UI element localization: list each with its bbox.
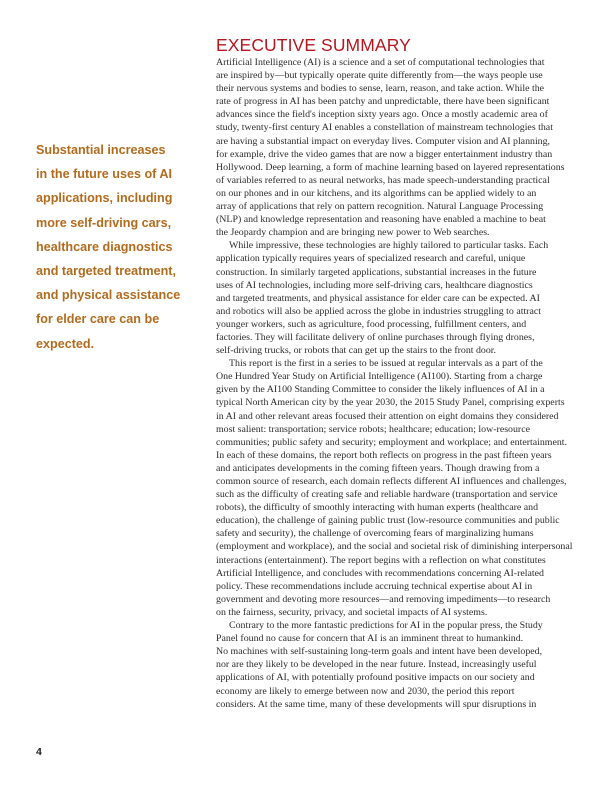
body-line: self-driving trucks, or robots that can get up the stairs to the front door. xyxy=(216,345,497,357)
pull-quote-line: more self-driving cars, xyxy=(36,215,172,230)
pull-quote-line: expected. xyxy=(36,336,95,351)
body-line: nor are they likely to be developed in the near future. Instead, increasingly useful xyxy=(216,659,537,671)
pull-quote-line: applications, including xyxy=(36,191,173,206)
body-line: their nervous systems and bodies to sense, learn, reason, and take action. While the xyxy=(216,83,545,95)
body-line: safety and security), the challenge of overcoming fears of marginalizing humans xyxy=(216,528,534,540)
body-line: robots), the difficulty of smoothly interacting with human experts (healthcare and xyxy=(216,502,539,514)
body-line: most salient: transportation; service robots; healthcare; education; low-resource xyxy=(216,423,530,435)
body-line: and anticipates developments in the coming fifteen years. Though drawing from a xyxy=(216,462,540,474)
pull-quote-line: and targeted treatment, xyxy=(36,264,176,279)
body-line: younger workers, such as agriculture, food processing, fulfillment centers, and xyxy=(216,318,527,330)
body-line: Panel found no cause for concern that AI is an imminent threat to humankind. xyxy=(216,633,524,645)
body-line: communities; public safety and security; employment and workplace; and entertainment. xyxy=(216,436,568,448)
body-line: array of applications that rely on pattern recognition. Natural Language Processing xyxy=(216,201,544,213)
body-line: such as the difficulty of creating safe and reliable hardware (transportation and service xyxy=(216,489,558,501)
body-line: application typically requires years of specialized research and careful, unique xyxy=(216,253,526,265)
body-line: interactions (entertainment). The report begins with a reflection on what constitutes xyxy=(216,554,546,566)
body-line: While impressive, these technologies are highly tailored to particular tasks. Each xyxy=(229,240,549,252)
pull-quote-line: in the future uses of AI xyxy=(36,167,172,182)
body-line: are inspired by—but typically operate quite differently from—the ways people use xyxy=(216,70,543,82)
body-line: policy. These recommendations include accruing technical expertise about AI in xyxy=(216,580,533,592)
body-text xyxy=(216,56,576,711)
body-line: the Jeopardy champion and are bringing new power to Web searches. xyxy=(216,227,490,239)
body-line: Artificial Intelligence (AI) is a science and a set of computational technologies that xyxy=(216,57,545,68)
body-line: (NLP) and knowledge representation and reasoning have enabled a machine to beat xyxy=(216,214,546,226)
pull-quote-line: healthcare diagnostics xyxy=(36,239,173,254)
body-line: applications of AI, with potentially profound positive impacts on our society and xyxy=(216,672,535,684)
body-line: Artificial Intelligence, and concludes with recommendations concerning AI-related xyxy=(216,567,544,579)
page-number: 4 xyxy=(36,746,42,758)
body-line: One Hundred Year Study on Artificial Intelligence (AI100). Starting from a charge xyxy=(216,371,543,383)
body-line: Hollywood. Deep learning, a form of machine learning based on layered representations xyxy=(216,161,565,173)
body-line: construction. In similarly targeted applications, substantial increases in the future xyxy=(216,266,537,278)
body-line: of variables referred to as neural networks, has made speech-understanding practical xyxy=(216,174,550,186)
body-line: economy are likely to emerge between now and 2030, the period this report xyxy=(216,685,515,697)
body-line: for example, drive the video games that are now a bigger entertainment industry than xyxy=(216,148,553,160)
pull-quote-line: Substantial increases xyxy=(36,143,166,157)
body-line: common source of research, each domain reflects different AI influences and challenges, xyxy=(216,476,567,487)
body-line: and robotics will also be applied across the globe in industries struggling to attract xyxy=(216,305,541,317)
body-line: This report is the first in a series to be issued at regular intervals as a part of the xyxy=(229,358,543,370)
body-line: rate of progress in AI has been patchy and unpredictable, there have been significant xyxy=(216,96,550,108)
body-line: given by the AI100 Standing Committee to consider the likely influences of AI in a xyxy=(216,384,545,396)
body-line: In each of these domains, the report both reflects on progress in the past fifteen years xyxy=(216,449,552,461)
body-line: education), the challenge of gaining public trust (low-resource communities and public xyxy=(216,515,560,527)
body-line: on the fairness, security, privacy, and societal impacts of AI systems. xyxy=(216,606,488,618)
pull-quote-line: for elder care can be xyxy=(36,312,160,327)
body-line: Contrary to the more fantastic predictions for AI in the popular press, the Study xyxy=(229,620,543,632)
body-line: factories. They will facilitate delivery of online purchases through flying drones, xyxy=(216,331,535,343)
body-line: are having a substantial impact on everyday lives. Computer vision and AI planning, xyxy=(216,135,551,147)
pull-quote-line: and physical assistance xyxy=(36,288,181,303)
body-line: study, twenty-first century AI enables a constellation of mainstream technologies that xyxy=(216,122,553,134)
body-line: considers. At the same time, many of these developments will spur disruptions in xyxy=(216,698,537,710)
body-line: government and devoting more resources—and removing impediments—to research xyxy=(216,593,551,605)
body-line: typical North American city by the year 2030, the 2015 Study Panel, comprising experts xyxy=(216,397,565,409)
pull-quote xyxy=(36,138,196,356)
body-line: (employment and workplace), and the social and societal risk of diminishing interpersonal xyxy=(216,541,573,553)
body-line: on our phones and in our kitchens, and its algorithms can be applied widely to an xyxy=(216,187,537,199)
body-line: advances since the field's inception sixty years ago. Once a mostly academic area of xyxy=(216,109,548,121)
body-line: and targeted treatments, and physical assistance for elder care can be expected. AI xyxy=(216,292,540,304)
body-line: in AI and other relevant areas focused their attention on eight domains they considered xyxy=(216,410,559,422)
body-line: No machines with self-sustaining long-term goals and intent have been developed, xyxy=(216,646,543,658)
page-title: EXECUTIVE SUMMARY xyxy=(216,35,411,55)
body-line: uses of AI technologies, including more self-driving cars, healthcare diagnostics xyxy=(216,279,533,291)
